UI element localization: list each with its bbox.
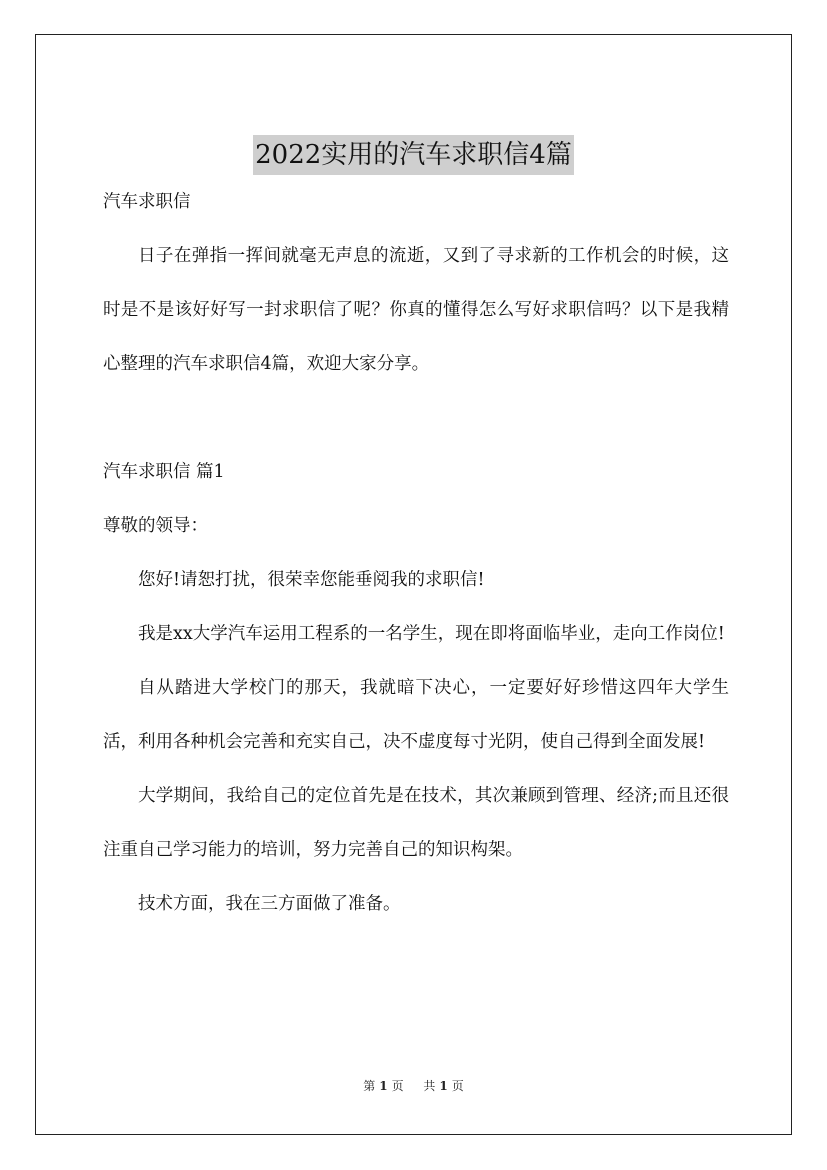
body-paragraph: 技术方面，我在三方面做了准备。: [138, 894, 401, 914]
page-total: 共 1 页: [423, 1079, 464, 1093]
body-paragraph: 大学期间，我给自己的定位首先是在技术，其次兼顾到管理、经济;而且还很注重自己学习能力的培训，努力完善自己的知识构架。: [103, 786, 729, 860]
intro-paragraph: 日子在弹指一挥间就毫无声息的流逝，又到了寻求新的工作机会的时候，这时是不是该好好写一封求职信了呢？你真的懂得怎么写好求职信吗？以下是我精心整理的汽车求职信4篇，欢迎大家分享。: [103, 246, 729, 374]
document-body: [103, 175, 729, 931]
page-footer: [36, 1077, 791, 1094]
body-paragraph: 我是xx大学汽车运用工程系的一名学生，现在即将面临毕业，走向工作岗位!: [138, 624, 725, 644]
title-wrap: [36, 135, 791, 175]
body-paragraph: 自从踏进大学校门的那天，我就暗下决心，一定要好好珍惜这四年大学生活，利用各种机会完善和充实自己，决不虚度每寸光阴，使自己得到全面发展!: [103, 678, 729, 752]
page-number: 第 1 页: [363, 1079, 404, 1093]
document-title: 2022实用的汽车求职信4篇: [253, 135, 574, 175]
document-page: [35, 34, 792, 1135]
intro-label: 汽车求职信: [103, 192, 191, 212]
salutation: 尊敬的领导：: [103, 516, 208, 536]
section-spacer: [103, 391, 729, 445]
section-heading: 汽车求职信 篇1: [103, 462, 225, 482]
body-paragraph: 您好!请恕打扰，很荣幸您能垂阅我的求职信!: [138, 570, 485, 590]
